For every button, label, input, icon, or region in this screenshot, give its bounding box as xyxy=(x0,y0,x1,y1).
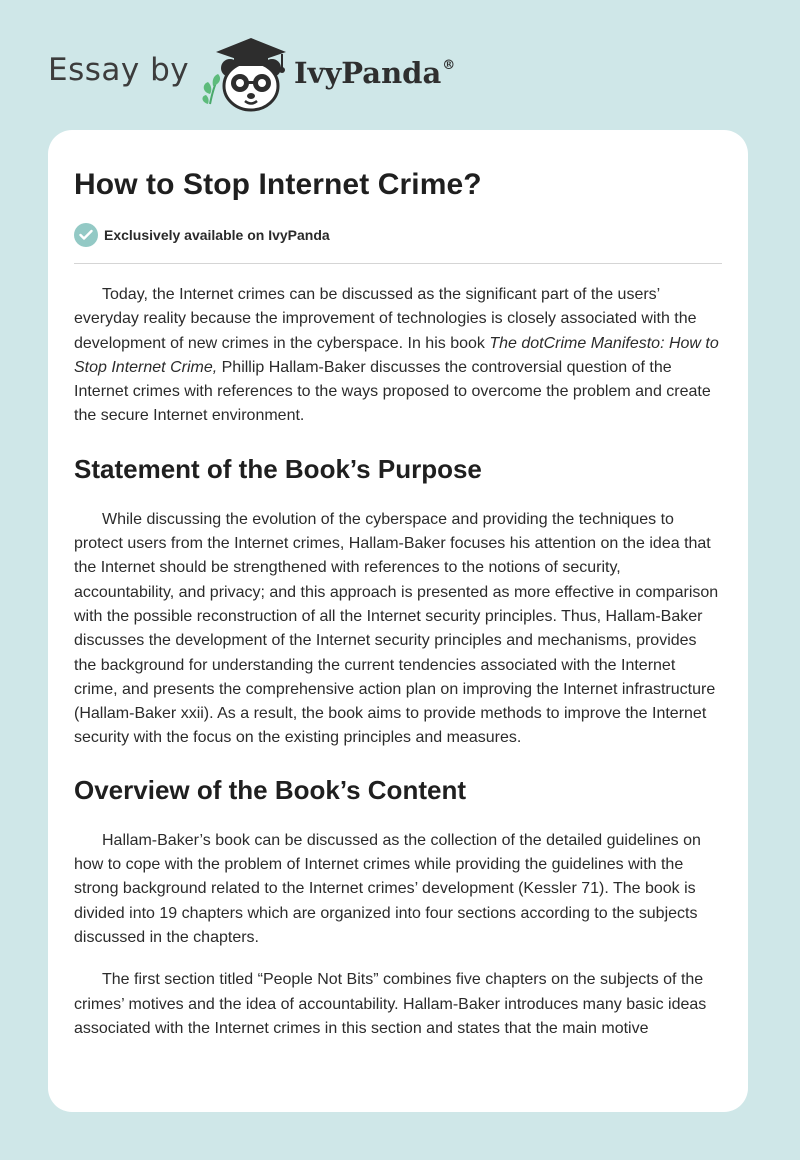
page-title: How to Stop Internet Crime? xyxy=(74,168,482,201)
intro-text-after: Phillip Hallam-Baker discusses the controversial question of the Internet crimes with references to the ways proposed to overcome the problem and create the secure Internet environment. xyxy=(74,358,711,425)
purpose-paragraph: While discussing the evolution of the cyberspace and providing the techniques to protect users from the Internet crimes, Hallam-Baker focuses his attention on the idea that the Internet should be strengthened with references to the notions of security, accountability, and privacy; and this approach is presented as more effective in comparison with the possible reconstruction of all the Internet security principles. Thus, Hallam-Baker discusses the development of the Internet security principles and mechanisms, provides the background for understanding the current tendencies associated with the Internet crime, and presents the comprehensive action plan on improving the Internet infrastructure (Hallam-Baker xxii). As a result, the book aims to provide methods to improve the Internet security with the focus on the existing principles and measures. xyxy=(74,510,719,747)
intro-text-before: Today, the Internet crimes can be discussed as the significant part of the users’ everyday reality because the improvement of technologies is closely associated with the development of new crimes in the cyberspace. In his book xyxy=(74,286,697,352)
divider xyxy=(74,263,722,264)
panda-logo-icon[interactable] xyxy=(198,34,294,114)
section-heading-purpose: Statement of the Book’s Purpose xyxy=(74,453,482,484)
brand-name[interactable]: IvyPanda® xyxy=(294,56,456,90)
overview-paragraph-2: The first section titled “People Not Bits” combines five chapters on the subjects of the crimes’ motives and the idea of accountability. Hallam-Baker introduces many basic ideas associated with the Internet crimes in this section and states that the main motive xyxy=(74,971,707,1037)
book-title: The dotCrime Manifesto: How to Stop Internet Crime, xyxy=(74,334,719,376)
section-heading-overview: Overview of the Book’s Content xyxy=(74,774,466,805)
intro-paragraph xyxy=(74,283,722,429)
essay-content xyxy=(74,164,722,1041)
overview-paragraph-1: Hallam-Baker’s book can be discussed as the collection of the detailed guidelines on how to cope with the problem of Internet crimes while providing the guidelines with the strong background related to the Internet crimes’ development (Kessler 71). The book is divided into 19 chapters which are organized into four sections according to the subjects discussed in the chapters. xyxy=(74,831,701,946)
essay-card xyxy=(48,130,748,1112)
registered-mark: ® xyxy=(442,58,456,73)
check-icon xyxy=(74,223,98,247)
essay-by-label: Essay by xyxy=(48,52,190,88)
exclusive-label: Exclusively available on IvyPanda xyxy=(104,227,330,243)
site-header xyxy=(48,34,748,114)
exclusive-badge xyxy=(74,222,722,248)
